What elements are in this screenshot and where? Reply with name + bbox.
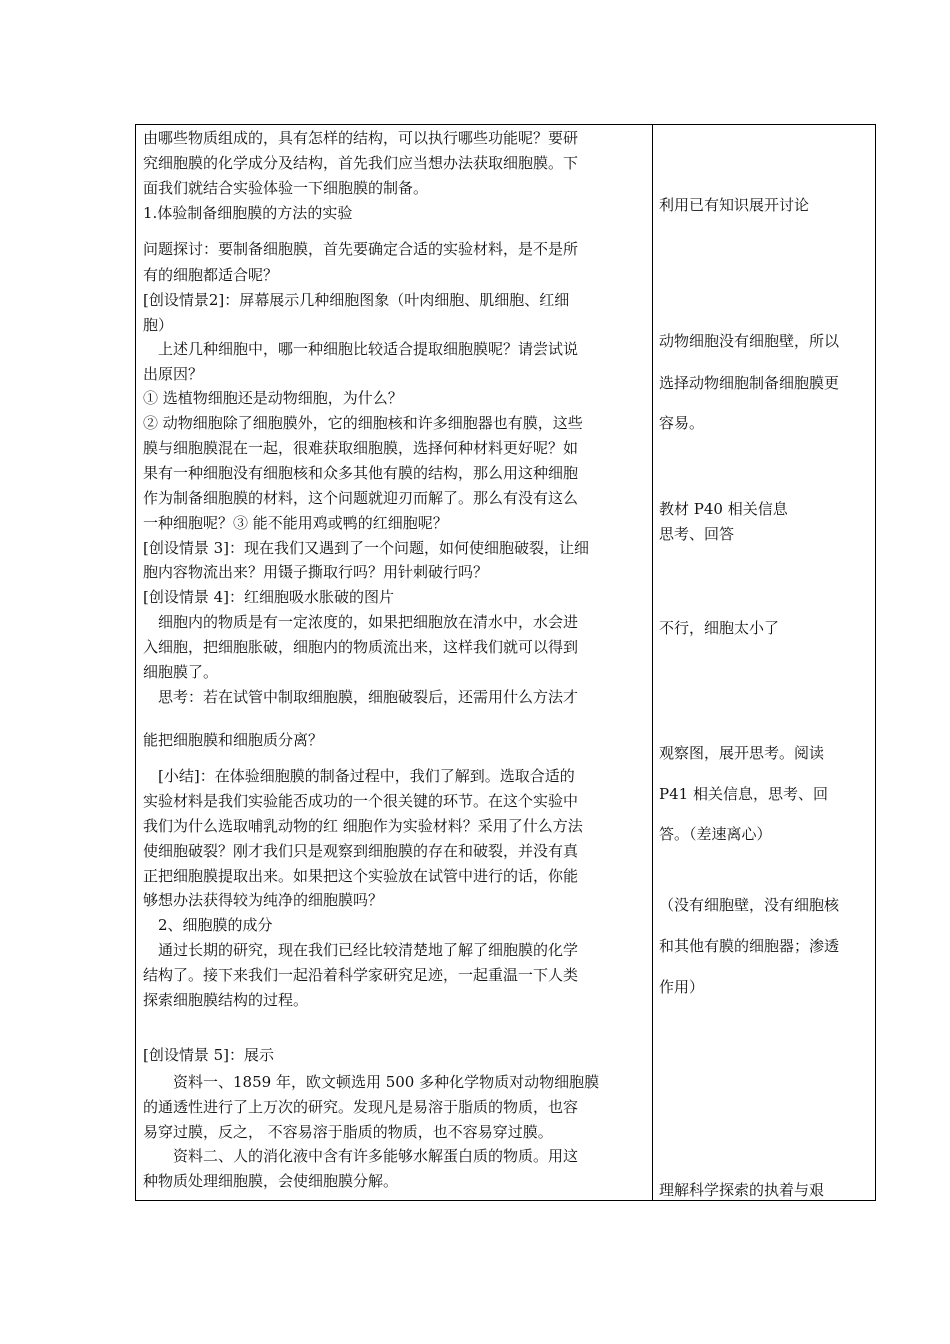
right-text-line: 动物细胞没有细胞壁，所以 <box>659 332 840 350</box>
right-text-line: 作用） <box>659 978 705 996</box>
right-text-line: P41 相关信息，思考、回 <box>659 785 828 803</box>
left-text-line: 正把细胞膜提取出来。如果把这个实验放在试管中进行的话，你能 <box>143 867 579 885</box>
right-text-line: 思考、回答 <box>659 525 735 543</box>
left-text-line: 胞） <box>143 316 174 334</box>
left-text-line: 果有一种细胞没有细胞核和众多其他有膜的结构，那么用这种细胞 <box>143 464 579 482</box>
left-text-line: 面我们就结合实验体验一下细胞膜的制备。 <box>143 179 429 197</box>
left-text-line: 资料一、1859 年，欧文顿选用 500 多种化学物质对动物细胞膜 <box>143 1073 600 1091</box>
left-text-line: 胞内容物流出来？用镊子撕取行吗？用针刺破行吗？ <box>143 563 489 581</box>
left-text-line: [创设情景2]：屏幕展示几种细胞图象（叶肉细胞、肌细胞、红细 <box>143 291 570 309</box>
left-text-line: 结构了。接下来我们一起沿着科学家研究足迹，一起重温一下人类 <box>143 966 579 984</box>
left-text-line: 的通透性进行了上万次的研究。发现凡是易溶于脂质的物质，也容 <box>143 1098 579 1116</box>
left-text-line: [创设情景 5]：展示 <box>143 1046 275 1064</box>
left-text-line: 作为制备细胞膜的材料，这个问题就迎刃而解了。那么有没有这么 <box>143 489 579 507</box>
right-text-line: 观察图，展开思考。阅读 <box>659 744 825 762</box>
left-text-line: 细胞内的物质是有一定浓度的，如果把细胞放在清水中，水会进 <box>143 613 579 631</box>
lesson-plan-table <box>135 124 876 1201</box>
left-text-line: 究细胞膜的化学成分及结构，首先我们应当想办法获取细胞膜。下 <box>143 154 579 172</box>
right-text-line: 答。（差速离心） <box>659 825 772 843</box>
section-heading: 2、细胞膜的成分 <box>143 916 273 934</box>
left-text-line: 有的细胞都适合呢？ <box>143 266 279 284</box>
left-text-line: [小结]：在体验细胞膜的制备过程中，我们了解到。选取合适的 <box>143 767 575 785</box>
left-text-line: 问题探讨：要制备细胞膜，首先要确定合适的实验材料，是不是所 <box>143 240 579 258</box>
left-text-line: 出原因？ <box>143 365 204 383</box>
left-text-line: 能把细胞膜和细胞质分离？ <box>143 731 324 749</box>
left-text-line: 易穿过膜，反之， 不容易溶于脂质的物质，也不容易穿过膜。 <box>143 1123 553 1141</box>
right-text-line: 不行，细胞太小了 <box>659 619 780 637</box>
right-text-line: 理解科学探索的执着与艰 <box>659 1181 825 1199</box>
left-text-line: 种物质处理细胞膜，会使细胞膜分解。 <box>143 1172 399 1190</box>
left-text-line: 思考：若在试管中制取细胞膜，细胞破裂后，还需用什么方法才 <box>143 688 579 706</box>
left-text-line: 够想办法获得较为纯净的细胞膜吗？ <box>143 891 384 909</box>
right-text-line: 和其他有膜的细胞器；渗透 <box>659 937 840 955</box>
right-text-line: 容易。 <box>659 414 705 432</box>
left-text-line: 由哪些物质组成的，具有怎样的结构，可以执行哪些功能呢？要研 <box>143 129 579 147</box>
right-text-line: 利用已有知识展开讨论 <box>659 196 810 214</box>
left-text-line: ① 选植物细胞还是动物细胞，为什么？ <box>143 389 403 407</box>
left-text-line: 我们为什么选取哺乳动物的红 细胞作为实验材料？采用了什么方法 <box>143 817 583 835</box>
left-text-line: 膜与细胞膜混在一起，很难获取细胞膜，选择何种材料更好呢？如 <box>143 439 579 457</box>
left-text-line: [创设情景 3]：现在我们又遇到了一个问题，如何使细胞破裂，让细 <box>143 539 590 557</box>
left-text-line: 使细胞破裂？刚才我们只是观察到细胞膜的存在和破裂，并没有真 <box>143 842 579 860</box>
left-text-line: 入细胞，把细胞胀破，细胞内的物质流出来，这样我们就可以得到 <box>143 638 579 656</box>
left-text-line: [创设情景 4]：红细胞吸水胀破的图片 <box>143 588 395 606</box>
left-text-line: 上述几种细胞中，哪一种细胞比较适合提取细胞膜呢？请尝试说 <box>143 340 579 358</box>
left-text-line: 资料二、人的消化液中含有许多能够水解蛋白质的物质。用这 <box>143 1147 579 1165</box>
left-text-line: 通过长期的研究，现在我们已经比较清楚地了解了细胞膜的化学 <box>143 941 579 959</box>
left-text-line: ② 动物细胞除了细胞膜外，它的细胞核和许多细胞器也有膜，这些 <box>143 414 583 432</box>
left-text-line: 细胞膜了。 <box>143 663 219 681</box>
right-text-line: （没有细胞壁，没有细胞核 <box>659 896 840 914</box>
left-text-line: 一种细胞呢？③ 能不能用鸡或鸭的红细胞呢？ <box>143 514 448 532</box>
section-heading: 1.体验制备细胞膜的方法的实验 <box>143 204 353 222</box>
right-text-line: 选择动物细胞制备细胞膜更 <box>659 374 840 392</box>
right-text-line: 教材 P40 相关信息 <box>659 500 788 518</box>
left-text-line: 探索细胞膜结构的过程。 <box>143 991 309 1009</box>
left-text-line: 实验材料是我们实验能否成功的一个很关键的环节。在这个实验中 <box>143 792 579 810</box>
column-divider <box>652 125 653 1200</box>
